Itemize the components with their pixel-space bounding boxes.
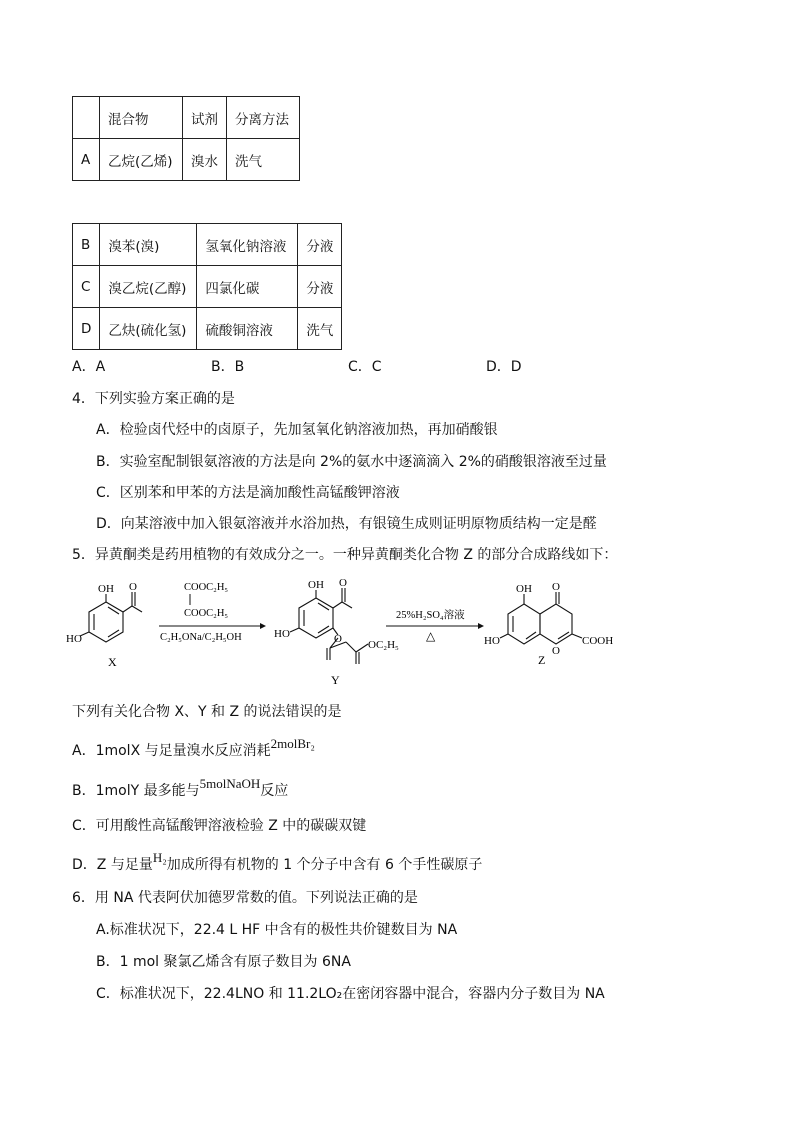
y-oet-label: OC₂H₅	[368, 639, 399, 651]
reagent-1-bottom: C₂H₅ONa/C₂H₅OH	[160, 632, 242, 643]
table-cell: D	[73, 308, 100, 350]
y-ether-o-label: O	[334, 633, 342, 645]
q5-question: 下列有关化合物 X、Y 和 Z 的说法错误的是	[72, 704, 342, 720]
q3-option-c: C．C	[348, 359, 382, 375]
table-header-mixture: 混合物	[100, 97, 183, 139]
reagent-1-top-1: COOC₂H₅	[184, 582, 229, 593]
table-cell: 洗气	[227, 139, 300, 181]
table-cell: 洗气	[298, 308, 342, 350]
label-y: Y	[331, 673, 340, 687]
q5-option-b-formula: 5molNaOH	[199, 776, 261, 791]
q6-option-a: A.标准状况下，22.4 L HF 中含有的极性共价键数目为 NA	[96, 922, 458, 938]
q5-option-a	[72, 736, 315, 760]
z-oh-label: OH	[516, 583, 532, 595]
q5-option-d-post: 加成所得有机物的 1 个分子中含有 6 个手性碳原子	[166, 857, 483, 873]
table-cell: 溴苯(溴)	[100, 224, 197, 266]
synthesis-scheme	[66, 572, 626, 692]
q5-option-b-post: 反应	[260, 783, 289, 799]
molecule-y	[290, 588, 368, 664]
table-cell: 四氯化碳	[197, 266, 298, 308]
z-ketone-o-label: O	[552, 581, 560, 593]
z-ho-label: HO	[484, 635, 500, 647]
table-cell: B	[73, 224, 100, 266]
table-cell: 溴水	[183, 139, 227, 181]
reagent-2-bottom: △	[426, 629, 436, 643]
q6-stem: 6．用 NA 代表阿伏加德罗常数的值。下列说法正确的是	[72, 890, 418, 906]
table-cell: 溴乙烷(乙醇)	[100, 266, 197, 308]
table-cell: 分液	[298, 266, 342, 308]
separation-table-rows	[72, 223, 342, 350]
table-cell: 氢氧化钠溶液	[197, 224, 298, 266]
q4-option-b: B．实验室配制银氨溶液的方法是向 2%的氨水中逐滴滴入 2%的硝酸银溶液至过量	[96, 454, 607, 470]
reagent-2-top: 25%H₂SO₄溶液	[396, 610, 465, 621]
q6-option-b: B．1 mol 聚氯乙烯含有原子数目为 6NA	[96, 954, 351, 970]
molecule-x	[80, 592, 142, 642]
q4-option-c: C．区别苯和甲苯的方法是滴加酸性高锰酸钾溶液	[96, 485, 400, 501]
label-x: X	[108, 655, 117, 669]
q5-option-c: C．可用酸性高锰酸钾溶液检验 Z 中的碳碳双键	[72, 818, 367, 834]
q3-option-d: D．D	[486, 359, 522, 375]
table-cell: 硫酸铜溶液	[197, 308, 298, 350]
q5-stem: 5．异黄酮类是药用植物的有效成分之一。一种异黄酮类化合物 Z 的部分合成路线如下：	[72, 547, 618, 563]
q5-option-d-text: D．Z 与足量	[72, 857, 153, 873]
x-o-label: O	[129, 581, 137, 593]
table-cell: A	[73, 139, 100, 181]
q5-option-a-formula: 2molBr₂	[270, 736, 315, 751]
q5-option-d-formula: H₂	[152, 850, 167, 865]
y-o-label: O	[339, 577, 347, 589]
reagent-1-top-2: COOC₂H₅	[184, 608, 229, 619]
x-ho-label: HO	[66, 633, 82, 645]
table-header-method: 分离方法	[227, 97, 300, 139]
table-cell: 乙烷(乙烯)	[100, 139, 183, 181]
y-ho-label: HO	[274, 628, 290, 640]
q5-option-b-text: B．1molY 最多能与	[72, 783, 200, 799]
y-oh-label: OH	[308, 579, 324, 591]
q4-stem: 4．下列实验方案正确的是	[72, 391, 235, 407]
molecule-z	[500, 592, 582, 644]
table-cell: 乙炔(硫化氢)	[100, 308, 197, 350]
q5-option-d	[72, 850, 483, 874]
table-cell: 分液	[298, 224, 342, 266]
label-z: Z	[538, 653, 546, 667]
q3-option-a: A．A	[72, 359, 106, 375]
q5-option-b	[72, 776, 289, 800]
separation-table-header	[72, 96, 300, 181]
q4-option-a: A．检验卤代烃中的卤原子，先加氢氧化钠溶液加热，再加硝酸银	[96, 422, 498, 438]
table-cell: C	[73, 266, 100, 308]
q4-option-d: D．向某溶液中加入银氨溶液并水浴加热，有银镜生成则证明原物质结构一定是醛	[96, 516, 597, 532]
q6-option-c: C．标准状况下，22.4LNO 和 11.2LO₂在密闭容器中混合，容器内分子数目为 NA	[96, 986, 605, 1002]
q3-option-b: B．B	[211, 359, 245, 375]
table-cell	[73, 97, 100, 139]
z-ring-o-label: O	[552, 645, 560, 657]
z-cooh-label: COOH	[582, 635, 614, 647]
x-oh-label: OH	[98, 583, 114, 595]
q5-option-a-text: A．1molX 与足量溴水反应消耗	[72, 743, 271, 759]
table-header-reagent: 试剂	[183, 97, 227, 139]
